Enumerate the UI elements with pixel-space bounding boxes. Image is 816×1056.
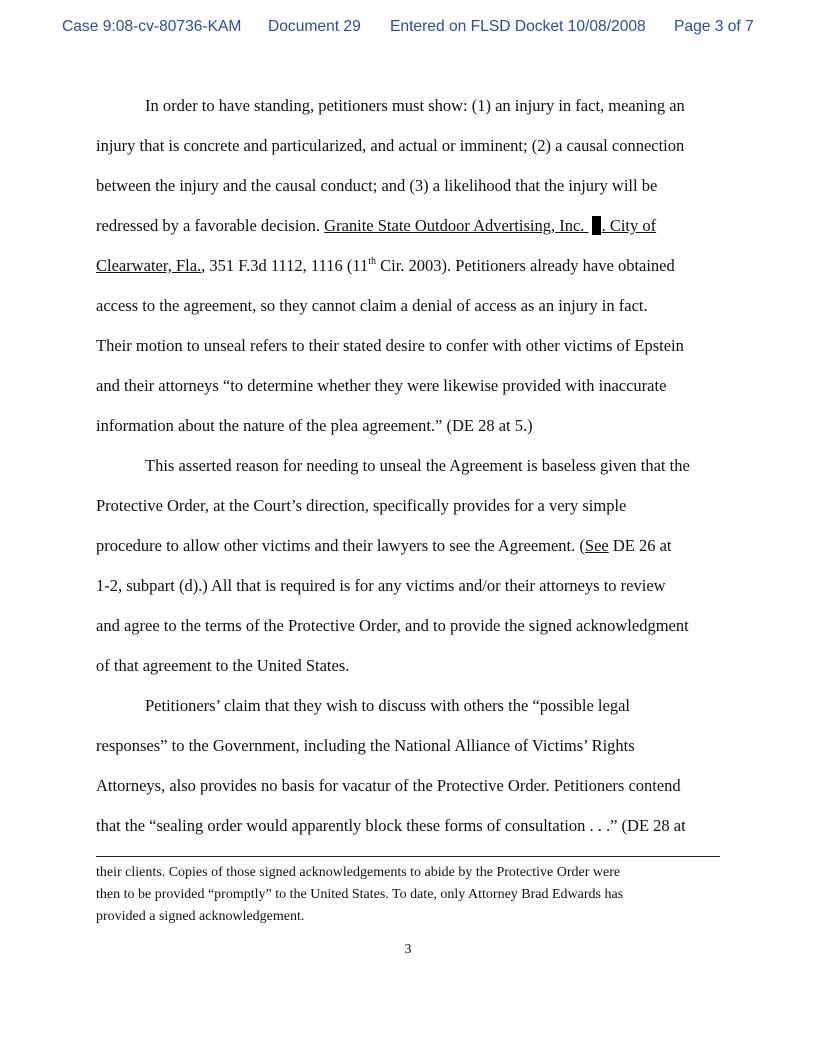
body-line: access to the agreement, so they cannot claim a denial of access as an injury in fact. <box>96 296 648 315</box>
footnote-line: then to be provided “promptly” to the United States. To date, only Attorney Brad Edwards has <box>96 887 624 902</box>
footnote-divider <box>96 856 720 857</box>
page-indicator: Page 3 of 7 <box>674 18 754 35</box>
body-line: In order to have standing, petitioners must show: (1) an injury in fact, meaning an <box>145 96 685 115</box>
case-citation: Granite State Outdoor Advertising, Inc. <box>324 216 589 235</box>
body-line: Protective Order, at the Court’s direction, specifically provides for a very simple <box>96 496 627 515</box>
footnote-line: provided a signed acknowledgement. <box>96 909 305 924</box>
page-number: 3 <box>404 942 412 957</box>
body-line: and agree to the terms of the Protective Order, and to provide the signed acknowledgment <box>96 616 689 635</box>
body-line: information about the nature of the plea agreement.” (DE 28 at 5.) <box>96 416 533 435</box>
body-text: DE 26 at <box>608 536 672 555</box>
body-line: that the “sealing order would apparently block these forms of consultation . . .” (DE 28 at <box>96 816 686 835</box>
footnote-line: their clients. Copies of those signed acknowledgements to abide by the Protective Order were <box>96 865 621 880</box>
body-text: , 351 F.3d 1112, 1116 (11 <box>201 256 369 275</box>
body-line: responses” to the Government, including the National Alliance of Victims’ Rights <box>96 736 635 755</box>
body-line <box>96 216 656 236</box>
redaction-block <box>592 216 601 235</box>
case-citation: . City of <box>601 216 657 235</box>
document-number: Document 29 <box>268 18 361 35</box>
body-text: redressed by a favorable decision. <box>96 216 325 235</box>
body-line <box>96 256 675 276</box>
docket-entry-date: Entered on FLSD Docket 10/08/2008 <box>390 18 646 35</box>
body-line <box>96 536 672 556</box>
body-line: 1-2, subpart (d).) All that is required is for any victims and/or their attorneys to review <box>96 576 666 595</box>
body-line: injury that is concrete and particularized, and actual or imminent; (2) a causal connection <box>96 136 685 155</box>
body-line: and their attorneys “to determine whether they were likewise provided with inaccurate <box>96 376 667 395</box>
body-line: of that agreement to the United States. <box>96 656 350 675</box>
body-line: between the injury and the causal conduct; and (3) a likelihood that the injury will be <box>96 176 658 195</box>
signal-see: See <box>584 536 609 555</box>
body-line: Their motion to unseal refers to their stated desire to confer with other victims of Epstein <box>96 336 684 355</box>
docket-header <box>0 16 816 40</box>
ordinal-superscript: th <box>368 256 376 267</box>
case-number: Case 9:08-cv-80736-KAM <box>62 18 242 35</box>
body-line: Attorneys, also provides no basis for vacatur of the Protective Order. Petitioners contend <box>96 776 681 795</box>
body-text: Cir. 2003). Petitioners already have obtained <box>376 256 675 275</box>
case-citation: Clearwater, Fla. <box>96 256 202 275</box>
body-text: procedure to allow other victims and their lawyers to see the Agreement. ( <box>96 536 585 555</box>
body-line: This asserted reason for needing to unseal the Agreement is baseless given that the <box>145 456 690 475</box>
body-line: Petitioners’ claim that they wish to discuss with others the “possible legal <box>145 696 630 715</box>
